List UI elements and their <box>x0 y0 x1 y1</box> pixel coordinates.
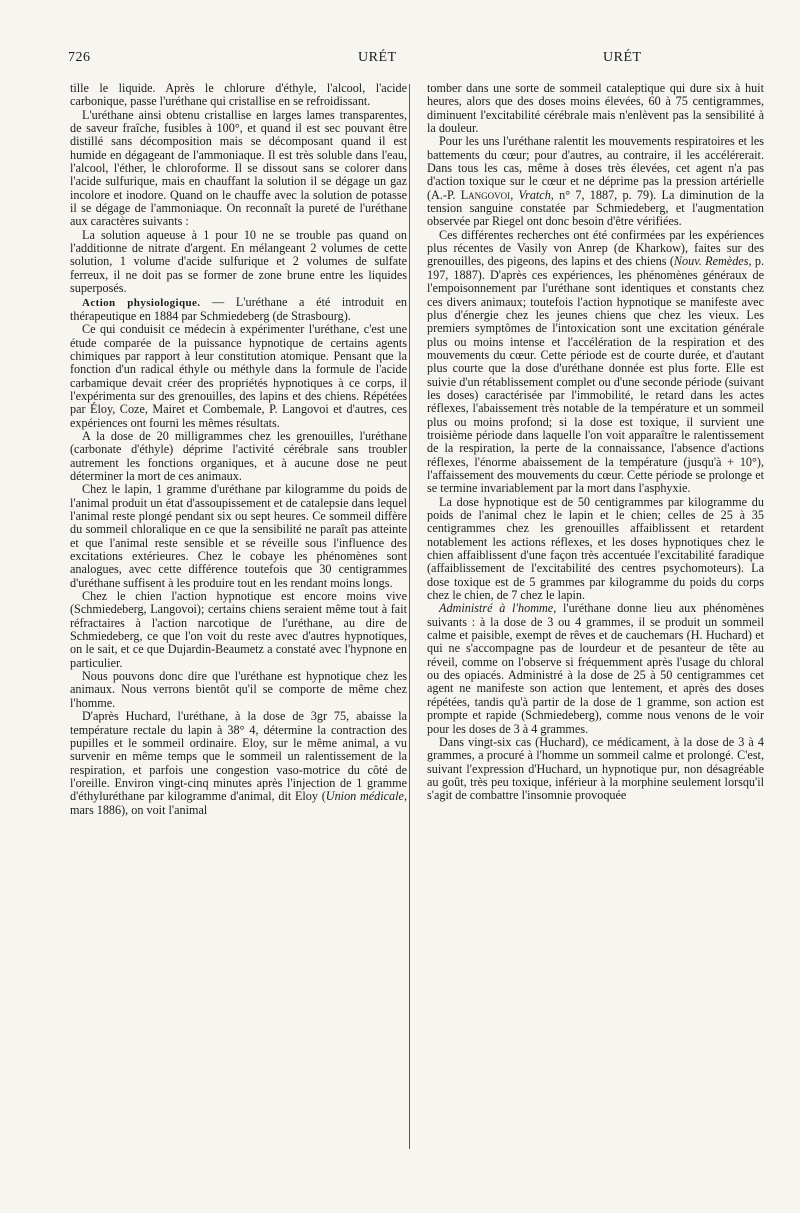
journal-citation: Nouv. Remèdes <box>673 254 749 269</box>
paragraph: Nous pouvons donc dire que l'uréthane est hypnotique chez les animaux. Nous verrons bientôt qu'il se comporte de même chez l'homme. <box>70 669 407 710</box>
paragraph-text: , n° 7, 1887, p. 79). La diminution de la tension sanguine constatée par Schmiedeberg, et l'augmentation observée par Riegel ont donc besoin d'être vérifiées. <box>427 187 765 229</box>
left-column <box>70 82 407 817</box>
paragraph: Ce qui conduisit ce médecin à expérimenter l'uréthane, c'est une étude comparée de la puissance hypnotique de certains agents chimiques par rapport à leur constitution atomique. Pensant que la fonction d'un radical éthyle ou méthyle dans la formule de l'acide carbamique devait créer des propriétés hypnotiques à ce corps, il l'expérimenta sur des grenouilles, des lapins et des chiens. Répétées par Éloy, Coze, Mairet et Combemale, P. Langovoi et d'autres, ces expériences ont fourni les mêmes résultats. <box>70 322 407 430</box>
paragraph: Chez le chien l'action hypnotique est encore moins vive (Schmiedeberg, Langovoi); certains chiens seraient même tout à fait réfractaires à l'action narcotique de l'uréthane, au dire de Schmiedeberg, ce que l'on voit du reste avec d'autres hypnotiques, on le sait, et ce que Dujardin-Beaumetz a constaté avec l'hypnone en particulier. <box>70 589 407 670</box>
right-running-title: URÉT <box>603 50 642 65</box>
paragraph: tomber dans une sorte de sommeil cataleptique qui dure six à huit heures, alors que des doses moins élevées, 60 à 75 centigrammes, diminuent l'excitabilité cérébrale mais n'enlèvent pas la sensibilité à la douleur. <box>427 81 764 136</box>
left-running-title: URÉT <box>358 50 397 65</box>
paragraph: Chez le lapin, 1 gramme d'uréthane par kilogramme du poids de l'animal produit un état d'assoupissement et de catalepsie dans lequel l'animal reste plongé pendant six ou sept heures. Ce sommeil diffère du sommeil chloralique en ce que la sensibilité ne paraît pas atteinte et que l'animal reste sensible et se réveille sous l'influence des excitations extérieures. Chez le cobaye les phénomènes sont analogues, avec cette différence toutefois que 30 centigrammes d'uréthane suffisent à les produire tout en les rendant moins longs. <box>70 482 407 590</box>
column-divider <box>409 84 410 1149</box>
right-column <box>427 82 764 803</box>
paragraph-text: , mars 1886), on voit l'animal <box>70 789 407 817</box>
page-number: 726 <box>68 50 91 65</box>
paragraph-text: D'après Huchard, l'uréthane, à la dose de 3gr 75, abaisse la température rectale du lapin à 38° 4, détermine la contraction des pupilles et le sommeil ordinaire. Eloy, sur le même animal, a vu survenir en même temps que le sommeil un ralentissement de la respiration, et parfois une congestion vaso-motrice du côté de l'oreille. Environ vingt-cinq minutes après l'injection de 1 gramme d'éthyluréthane par kilogramme d'animal, dit Eloy ( <box>70 709 407 804</box>
section-heading: Administré à l'homme, <box>439 601 557 616</box>
paragraph: L'uréthane ainsi obtenu cristallise en larges lames transparentes, de saveur fraîche, fusibles à 100°, et quand il est sec pouvant être distillé sans décomposition mais se décomposant quand il est humide en dégageant de l'ammoniaque. Il est très soluble dans l'eau, l'alcool, l'éther, le chloroforme. Il se dissout sans se colorer dans l'acide sulfurique, mais en chauffant la solution il se dégage un gaz incolore et inodore. Quand on le chauffe avec la solution de potasse il se dégage de l'ammoniaque. On reconnaît la pureté de l'uréthane aux caractères suivants : <box>70 107 407 229</box>
paragraph <box>70 296 407 324</box>
paragraph-text: Pour les uns l'uréthane ralentit les mouvements respiratoires et les battements du cœur; pour d'autres, au contraire, il les accélérerait. Dans tous les cas, même à doses très élevées, cet agent n'a pas d'action toxique sur le cœur et ne déprime pas la pression artérielle (A.-P. <box>427 134 764 202</box>
journal-citation: Union médicale <box>325 789 404 804</box>
paragraph: Dans vingt-six cas (Huchard), ce médicament, à la dose de 3 à 4 grammes, a procuré à l'homme un sommeil calme et prolongé. C'est, suivant l'expression d'Huchard, un hypnotique pur, non désagréable au goût, très peu toxique, inférieur à la morphine seulement lorsqu'il s'agit de combattre l'insomnie provoquée <box>427 734 764 803</box>
paragraph <box>427 229 764 496</box>
paragraph <box>427 135 764 228</box>
section-heading: Action physiologique. <box>82 296 201 309</box>
paragraph: tille le liquide. Après le chlorure d'éthyle, l'alcool, l'acide carbonique, passe l'uréthane qui cristallise en se refroidissant. <box>70 81 407 109</box>
paragraph: La solution aqueuse à 1 pour 10 ne se trouble pas quand on l'additionne de nitrate d'argent. En mélangeant 2 volumes de cette solution, 1 volume d'acide sulfurique et 2 volumes de sulfate ferreux, il ne doit pas se former de zone brune entre les liquides superposés. <box>70 227 407 296</box>
paragraph: La dose hypnotique est de 50 centigrammes par kilogramme du poids de l'animal chez le lapin et le chien; celles de 25 à 35 centigrammes chez les grenouilles affaiblissent et retardent notablement les actions réflexes, et les doses hypnotiques chez le chien affaiblissent d'une façon très accentuée l'excitabilité faradique (affaiblissement de l'excitabilité des centres psychomoteurs). La dose toxique est de 5 grammes par kilogramme du poids du corps chez le chien, de 7 chez le lapin. <box>427 494 764 603</box>
paragraph-text: l'uréthane donne lieu aux phénomènes suivants : à la dose de 3 ou 4 grammes, il se produit un sommeil calme et paisible, exempt de rêves et de cauchemars (H. Huchard) et qui ne s'accompagne pas de lourdeur et de pesanteur de tête au réveil, comme on l'observe si fréquemment après l'usage du chloral ou des opiacés. Administré à la dose de 25 à 50 centigrammes cet agent ne manifeste son action que lentement, et après des doses répétées, tandis qu'à partir de la dose de 1 gramme, son action est prompte et rapide (Schmiedeberg), comme nous venons de le voir pour les doses de 3 à 4 grammes. <box>427 601 764 736</box>
paragraph-text: , p. 197, 1887). D'après ces expériences, les phénomènes généraux de l'empoisonnement par l'uréthane sont identiques et constants chez ces divers animaux; toutefois l'action hypnotique se manifeste avec plus d'énergie chez les jeunes chiens que chez les vieux. Les premiers symptômes de l'intoxication sont une excitation générale plus ou moins intense et l'accélération de la respiration et des mouvements du cœur. Cette période est de courte durée, et d'autant plus courte que la dose d'uréthane donnée est plus forte. Elle est suivie d'un rétablissement complet ou d'une seconde période (suivant les doses) caractérisée par l'immobilité, le retard dans les actes réflexes, l'abaissement très notable de la température et un sommeil plus ou moins profond; si la dose est toxique, il survient une troisième période dans laquelle l'on voit apparaître le ralentissement de la respiration, la perte de la connaissance, l'absence d'actions réflexes, l'énorme abaissement de la température (jusqu'à + 10°), l'affaissement des mouvements du cœur. Cette période se prolonge et se termine invariablement par la mort dans l'asphyxie. <box>427 254 765 496</box>
journal-citation: Vratch <box>518 187 551 202</box>
author-name: Langovoi <box>460 187 511 202</box>
paragraph-text: Ces différentes recherches ont été confirmées par les expériences plus récentes de Vasily von Anrep (de Kharkow), faites sur des grenouilles, des pigeons, des lapins et des chiens ( <box>427 227 764 269</box>
running-header <box>68 50 732 72</box>
paragraph-text: — L'uréthane a été introduit en thérapeutique en 1884 par Schmiedeberg (de Strasbourg). <box>70 294 407 323</box>
paragraph: A la dose de 20 milligrammes chez les grenouilles, l'uréthane (carbonate d'éthyle) déprime l'activité cérébrale sans troubler autrement les fonctions organiques, et à aucune dose ne peut déterminer la mort de ces animaux. <box>70 428 407 483</box>
paragraph <box>427 602 764 735</box>
paragraph <box>70 710 407 817</box>
paragraph-text: , <box>510 187 519 202</box>
